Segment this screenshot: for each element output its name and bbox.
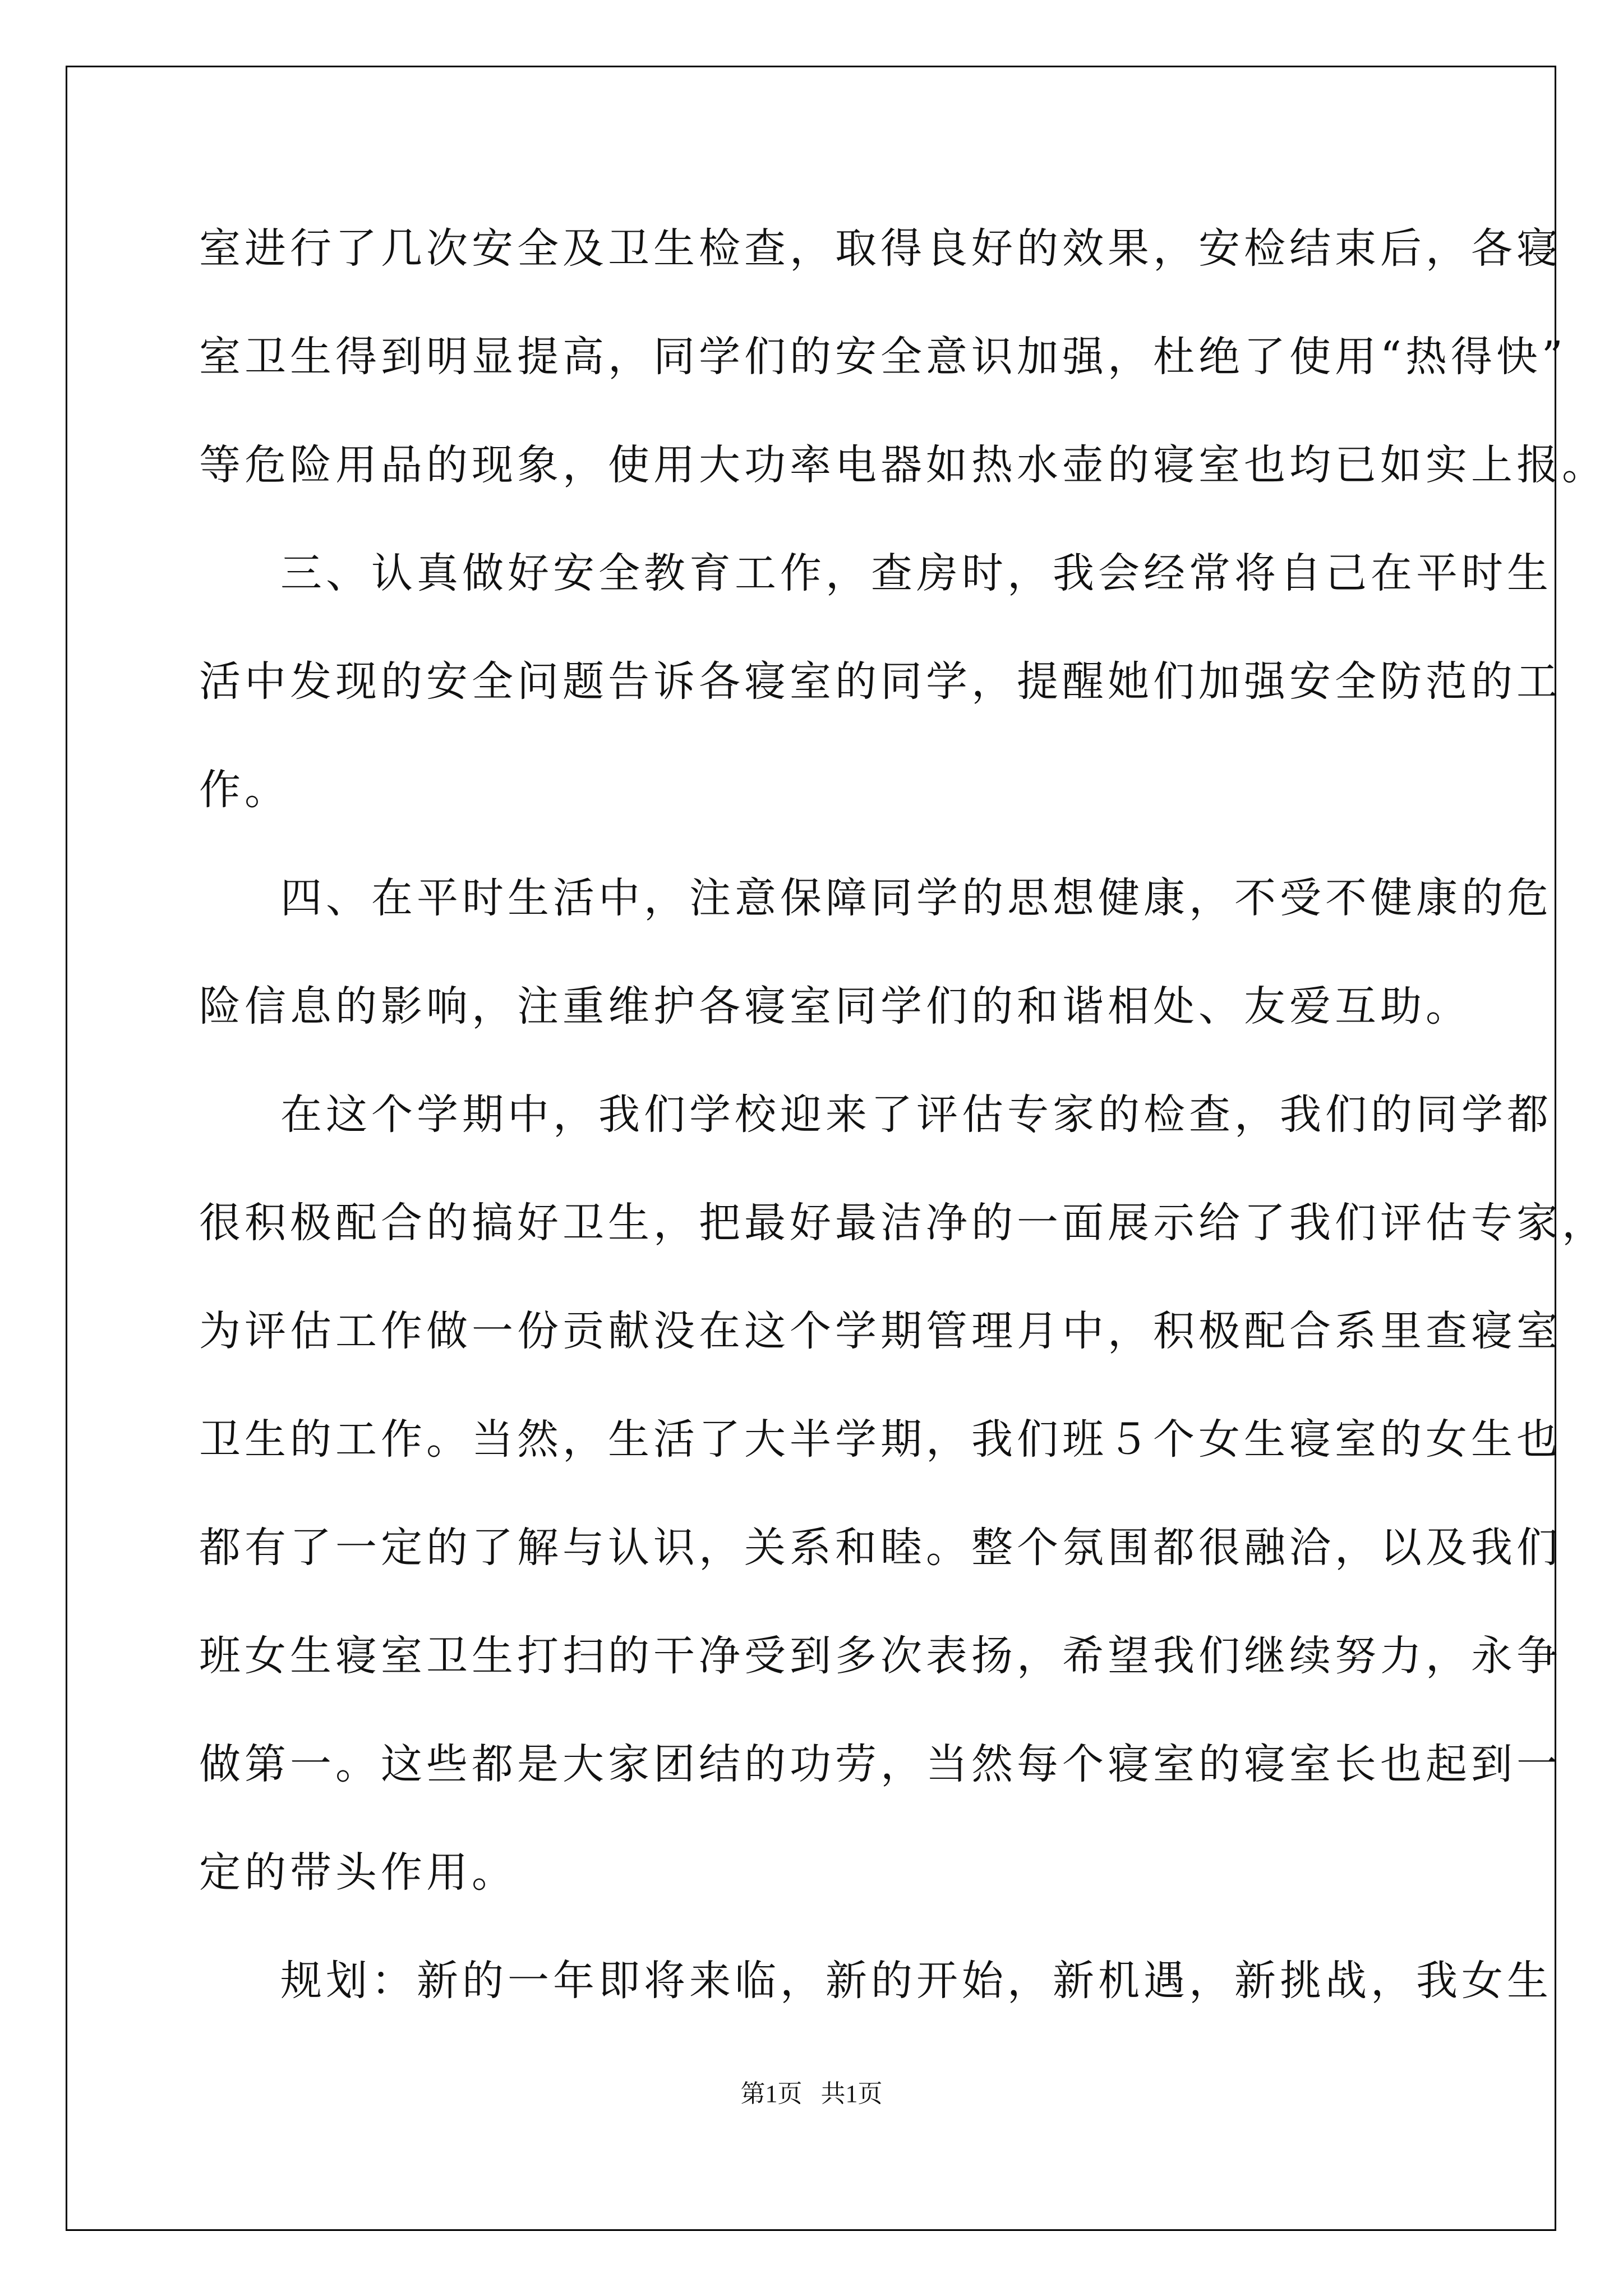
- text-line: 险信息的影响，注重维护各寝室同学们的和谐相处、友爱互助。: [199, 982, 1471, 1030]
- text-line: 定的带头作用。: [199, 1848, 517, 1897]
- text-line: 三、认真做好安全教育工作，查房时，我会经常将自己在平时生: [280, 549, 1552, 597]
- text-line: 在这个学期中，我们学校迎来了评估专家的检查，我们的同学都: [280, 1091, 1552, 1139]
- text-line: 活中发现的安全问题告诉各寝室的同学，提醒她们加强安全防范的工: [199, 657, 1562, 706]
- text-line: 规划：新的一年即将来临，新的开始，新机遇，新挑战，我女生: [280, 1957, 1552, 2005]
- text-line: 都有了一定的了解与认识，关系和睦。整个氛围都很融洽，以及我们: [199, 1524, 1562, 1572]
- text-line: 四、在平时生活中，注意保障同学的思想健康，不受不健康的危: [280, 874, 1552, 922]
- text-line: 等危险用品的现象，使用大功率电器如热水壶的寝室也均已如实上报。: [199, 441, 1607, 489]
- text-line: 很积极配合的搞好卫生，把最好最洁净的一面展示给了我们评估专家，: [199, 1199, 1607, 1247]
- page-footer: 第1页 共1页: [740, 2080, 883, 2108]
- text-line: 为评估工作做一份贡献没在这个学期管理月中，积极配合系里查寝室: [199, 1307, 1562, 1355]
- text-line: 作。: [199, 766, 290, 814]
- text-line: 卫生的工作。当然，生活了大半学期，我们班５个女生寝室的女生也: [199, 1415, 1562, 1464]
- text-line: 室卫生得到明显提高，同学们的安全意识加强，杜绝了使用“热得快”: [199, 333, 1567, 381]
- text-line: 做第一。这些都是大家团结的功劳，当然每个寝室的寝室长也起到一: [199, 1740, 1562, 1788]
- text-line: 室进行了几次安全及卫生检查，取得良好的效果，安检结束后，各寝: [199, 224, 1562, 273]
- text-line: 班女生寝室卫生打扫的干净受到多次表扬，希望我们继续努力，永争: [199, 1632, 1562, 1680]
